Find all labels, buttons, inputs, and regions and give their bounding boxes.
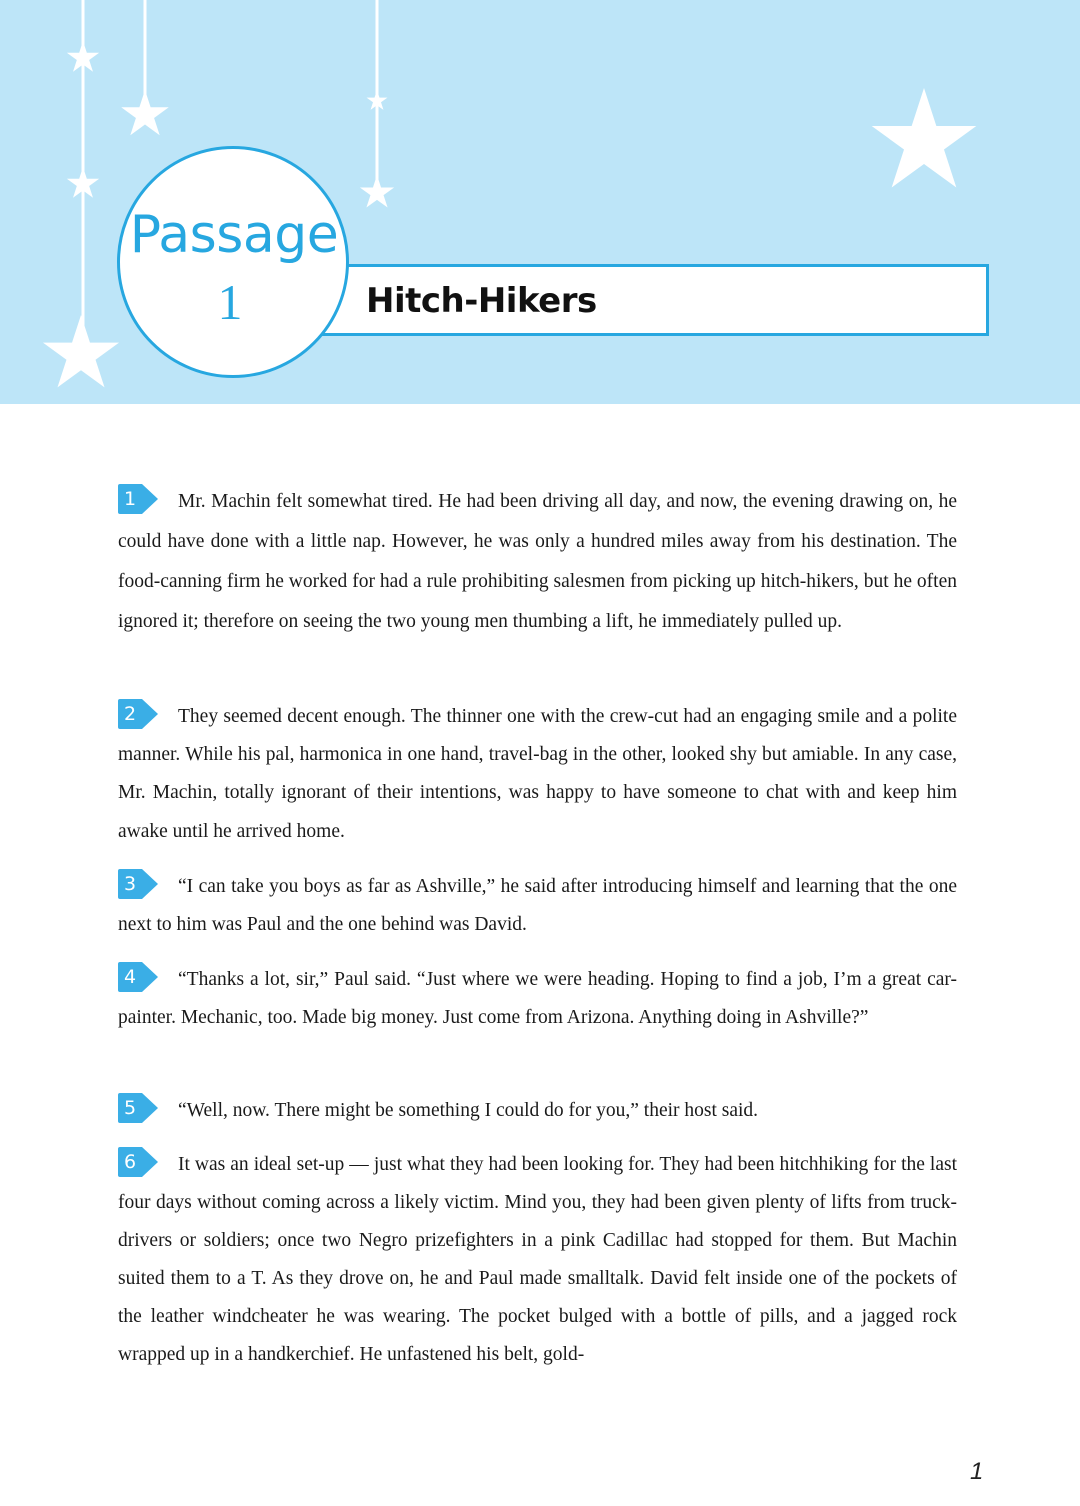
paragraph-2 <box>118 698 957 851</box>
paragraph-number: 6 <box>124 1151 137 1173</box>
paragraph-text: Mr. Machin felt somewhat tired. He had been driving all day, and now, the evening drawing on, he could have done with a little nap. However, he was only a hundred miles away from his destination. The food-canning firm he worked for had a rule prohibiting salesmen from picking up hitch-hikers, but he often ignored it; therefore on seeing the two young men thumbing a lift, he immediately pulled up. <box>118 491 957 632</box>
paragraph-text: “I can take you boys as far as Ashville,” he said after introducing himself and learning that the one next to him was Paul and the one behind was David. <box>118 876 957 935</box>
page-number: 1 <box>970 1458 984 1485</box>
paragraph-text: “Well, now. There might be something I could do for you,” their host said. <box>178 1100 759 1121</box>
paragraph-marker <box>118 1147 158 1177</box>
paragraph-marker <box>118 962 158 992</box>
paragraph-marker <box>118 869 158 899</box>
title-box <box>318 264 989 336</box>
paragraph-marker <box>118 699 158 729</box>
passage-title: Hitch-Hikers <box>366 281 597 321</box>
paragraph-4 <box>118 961 957 1037</box>
hanging-star-icon <box>43 315 119 387</box>
paragraph-5 <box>118 1092 957 1130</box>
paragraph-number: 5 <box>124 1097 137 1119</box>
header-banner <box>0 0 1080 404</box>
paragraph-marker <box>118 1093 158 1123</box>
passage-label: Passage <box>129 205 339 265</box>
paragraph-number: 1 <box>124 488 137 510</box>
paragraph-number: 4 <box>124 966 137 988</box>
paragraph-1 <box>118 482 957 642</box>
paragraph-6 <box>118 1146 957 1374</box>
paragraph-text: “Thanks a lot, sir,” Paul said. “Just where we were heading. Hoping to find a job, I’m a great car-painter. Mechanic, too. Made big money. Just come from Arizona. Anything doing in Ashville?” <box>118 969 957 1028</box>
hanging-star-icon <box>121 90 169 135</box>
paragraph-marker <box>118 484 158 514</box>
hanging-star-icon <box>360 175 394 208</box>
paragraph-text: They seemed decent enough. The thinner one with the crew-cut had an engaging smile and a polite manner. While his pal, harmonica in one hand, travel-bag in the other, looked shy but amiable. In any case, Mr. Machin, totally ignorant of their intentions, was happy to have someone to chat with and keep him awake until he arrived home. <box>118 706 957 842</box>
passage-number: 1 <box>217 274 243 330</box>
paragraph-number: 3 <box>124 873 137 895</box>
paragraph-text: It was an ideal set-up — just what they had been looking for. They had been hitchhiking for the last four days without coming across a likely victim. Mind you, they had been given plenty of lifts from truck-drivers or soldiers; once two Negro prizefighters in a pink Cadillac had stopped for them. But Machin suited them to a T. As they drove on, he and Paul made smalltalk. David felt inside one of the pockets of the leather windcheater he was wearing. The pocket bulged with a bottle of pills, and a jagged rock wrapped up in a handkerchief. He unfastened his belt, gold- <box>118 1154 957 1365</box>
paragraph-number: 2 <box>124 703 137 725</box>
hanging-star-icon <box>872 88 977 187</box>
paragraph-3 <box>118 868 957 944</box>
